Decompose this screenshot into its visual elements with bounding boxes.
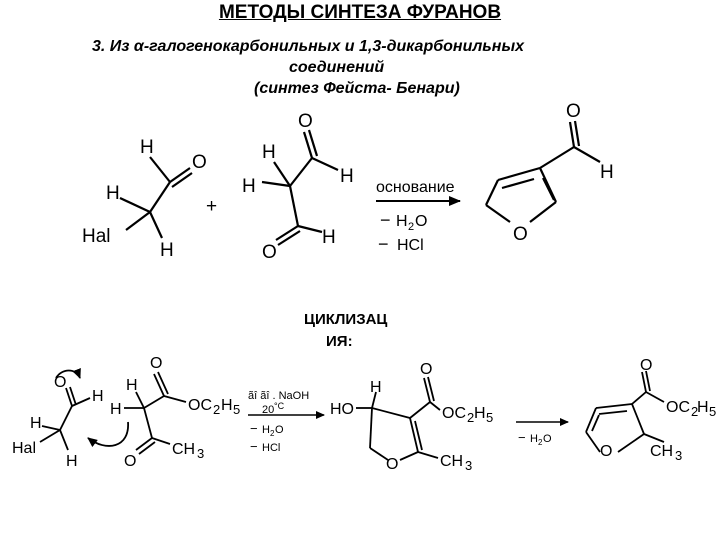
temperature-unit: °C [274, 401, 285, 411]
subscript: 2 [213, 402, 221, 417]
subscript: 2 [691, 404, 699, 419]
methyl-ch: CH [440, 453, 464, 470]
atom-h: H [92, 388, 104, 405]
subscript: 3 [197, 446, 205, 461]
atom-o: O [420, 361, 433, 378]
condition-base: ãî ãî . NaOH [248, 390, 310, 402]
ring-oxygen: O [513, 224, 528, 245]
atom-h: H [262, 142, 276, 163]
condition-base: основание [376, 179, 455, 196]
atom-h: H [221, 397, 233, 414]
temperature-value: 20 [262, 404, 275, 416]
water-subscript: 2 [270, 429, 275, 438]
ester-oc: OC [666, 399, 690, 416]
ester-oc: OC [188, 397, 212, 414]
atom-o: O [262, 242, 277, 263]
atom-o: O [192, 152, 207, 173]
water-o: O [275, 424, 284, 436]
atom-h: H [66, 453, 78, 470]
cyclization-line-2: ИЯ: [326, 333, 353, 350]
hydroxyl-ho: HO [330, 401, 354, 418]
ring-oxygen: O [386, 456, 399, 473]
haloacetaldehyde-molecule [120, 157, 192, 238]
atom-h: H [474, 405, 486, 422]
page-title: МЕТОДЫ СИНТЕЗА ФУРАНОВ [218, 2, 502, 23]
water-h: H [530, 433, 538, 445]
atom-h: H [106, 183, 120, 204]
atom-h: H [322, 227, 336, 248]
ester-oc: OC [442, 405, 466, 422]
water-h: H [262, 424, 270, 436]
methyl-ch: CH [650, 443, 674, 460]
water-o: O [543, 433, 552, 445]
atom-h: H [160, 240, 174, 261]
atom-h: H [600, 162, 614, 183]
hcl-label: HCl [397, 237, 424, 254]
atom-hal: Hal [12, 440, 37, 457]
minus-sign: − [250, 439, 258, 454]
atom-h: H [370, 379, 382, 396]
subscript: 3 [675, 448, 683, 463]
hydroxy-dihydrofuran-molecule [356, 377, 440, 460]
subscript: 5 [709, 404, 717, 419]
ring-oxygen: O [600, 443, 613, 460]
minus-sign: − [380, 210, 391, 230]
hcl-label: HCl [262, 442, 281, 454]
curved-arrow [88, 422, 128, 446]
subscript: 3 [465, 458, 473, 473]
methyl-ch: CH [172, 441, 196, 458]
atom-h: H [110, 401, 122, 418]
atom-h: H [242, 176, 256, 197]
atom-o: O [566, 101, 581, 122]
subtitle-line-2: соединений [289, 59, 385, 76]
plus-sign: + [206, 196, 218, 217]
atom-o: O [124, 453, 137, 470]
water-subscript: 2 [408, 221, 415, 233]
haloacetaldehyde-molecule [40, 387, 90, 450]
atom-h: H [340, 166, 354, 187]
water-subscript: 2 [538, 438, 543, 447]
atom-hal: Hal [82, 226, 111, 247]
atom-h: H [126, 377, 138, 394]
subtitle-line-1: 3. Из α-галогенокарбонильных и 1,3-дикарбонильных [92, 38, 525, 55]
atom-h: H [30, 415, 42, 432]
methylfuran-ester-molecule [586, 371, 664, 452]
minus-sign: − [518, 430, 526, 445]
atom-h: H [140, 137, 154, 158]
subscript: 5 [233, 402, 241, 417]
atom-o: O [298, 111, 313, 132]
furan-3-carbaldehyde-molecule [486, 121, 600, 222]
minus-sign: − [378, 234, 389, 254]
atom-o: O [150, 355, 163, 372]
water-h: H [396, 213, 408, 230]
subtitle-line-3: (синтез Фейста- Бенари) [254, 80, 460, 97]
water-o: O [415, 213, 428, 230]
atom-h: H [697, 399, 709, 416]
subscript: 5 [486, 410, 494, 425]
cyclization-line-1: ЦИКЛИЗАЦ [304, 311, 388, 328]
atom-o: O [54, 374, 67, 391]
subscript: 2 [467, 410, 475, 425]
minus-sign: − [250, 421, 258, 436]
atom-o: O [640, 357, 653, 374]
